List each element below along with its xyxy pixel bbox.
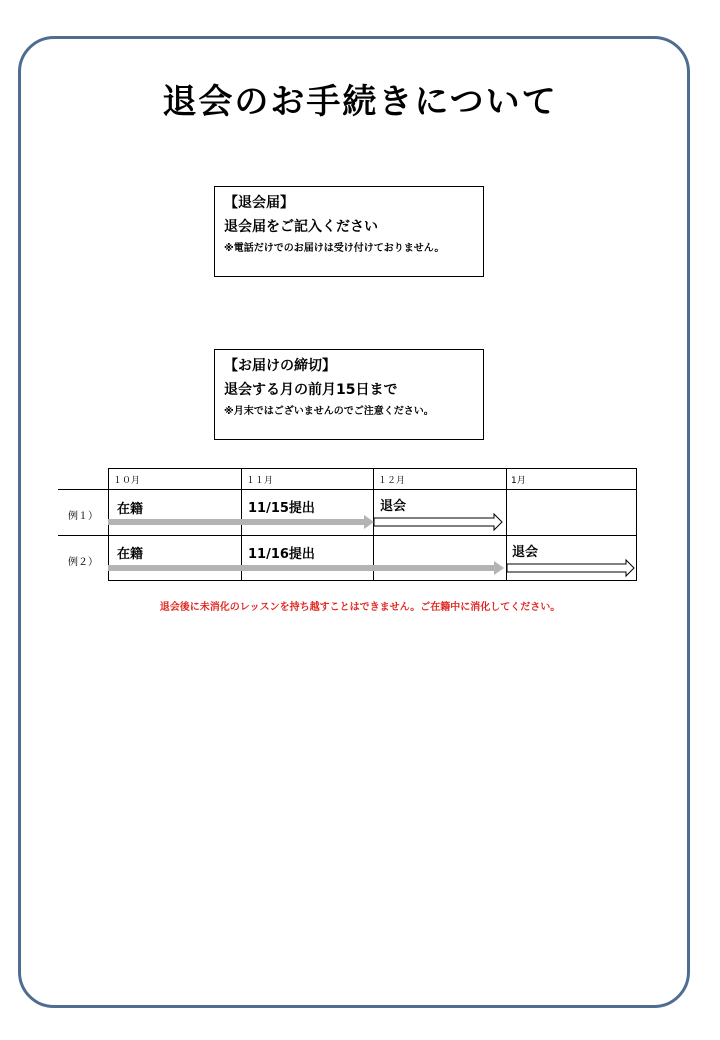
submission-label: 11/15提出 <box>248 501 315 516</box>
month-header: １０月 <box>113 476 141 486</box>
box-note: ※月末ではございませんのでご注意ください。 <box>224 406 434 417</box>
enrolled-label: 在籍 <box>117 547 144 562</box>
month-header: １１月 <box>246 476 274 486</box>
submission-label: 11/16提出 <box>248 547 315 562</box>
box-heading: 【お届けの締切】 <box>224 358 336 374</box>
month-header: １２月 <box>378 476 406 486</box>
withdrawal-form-box <box>214 186 484 277</box>
withdrawal-label: 退会 <box>512 545 539 560</box>
month-header: 1月 <box>511 476 526 486</box>
box-note: ※電話だけでのお届けは受け付けておりません。 <box>224 243 445 254</box>
deadline-box <box>214 349 484 440</box>
row-label: 例２） <box>68 557 98 568</box>
row-label: 例１） <box>68 511 98 522</box>
box-heading: 【退会届】 <box>224 195 294 211</box>
withdrawal-label: 退会 <box>380 499 407 514</box>
box-instruction: 退会する月の前月15日まで <box>224 382 398 398</box>
page-title: 退会のお手続きについて <box>162 82 558 122</box>
warning-note: 退会後に未消化のレッスンを持ち越すことはできません。ご在籍中に消化してください。 <box>159 602 561 613</box>
box-instruction: 退会届をご記入ください <box>224 219 378 235</box>
enrolled-label: 在籍 <box>117 502 144 517</box>
